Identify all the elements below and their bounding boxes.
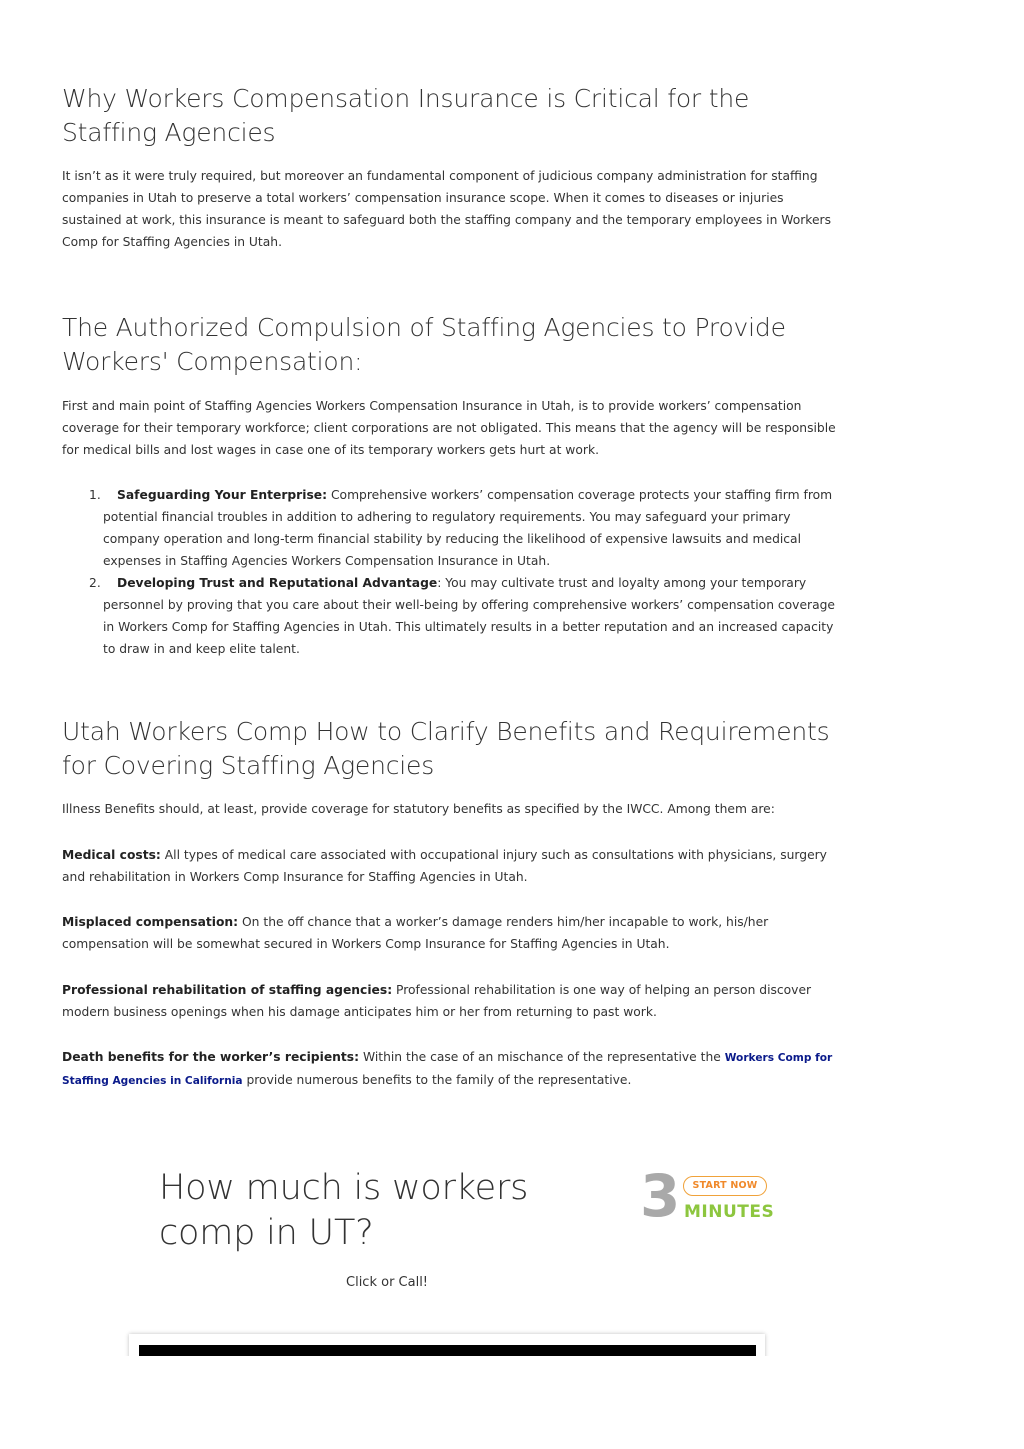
cta-subtext: Click or Call! (346, 1275, 429, 1290)
list-number: 2. (89, 576, 101, 590)
benefit-text: On the off chance that a worker’s damage renders him/her incapable to work, his/her compensation will be somewhat secured in Workers Comp Insurance for Staffing Agencies in Utah. (62, 915, 769, 951)
benefit-text: provide numerous benefits to the family of the representative. (242, 1073, 632, 1087)
benefit-title: Medical costs: (62, 848, 161, 862)
section-paragraph-why: It isn’t as it were truly required, but moreover an fundamental component of judicious company administration for staffing companies in Utah to preserve a total workers’ compensation insurance scope. When it comes to diseases or injuries sustained at work, this insurance is meant to safeguard both the staffing company and the temporary employees in Workers Comp for Staffing Agencies in Utah. (62, 169, 831, 249)
list-item-title: Developing Trust and Reputational Advantage (117, 576, 438, 590)
section-heading-benefits: Utah Workers Comp How to Clarify Benefits and Requirements for Covering Staffing Agencies (62, 717, 830, 780)
section-heading-compulsion: The Authorized Compulsion of Staffing Agencies to Provide Workers' Compensation: (62, 313, 786, 376)
section-heading-why: Why Workers Compensation Insurance is Critical for the Staffing Agencies (62, 84, 750, 147)
three-minutes-logo[interactable] (640, 1162, 775, 1230)
list-item (62, 484, 837, 572)
list-number: 1. (89, 488, 101, 502)
benefit-death-benefits (62, 1046, 837, 1092)
cta-heading: How much is workers comp in UT? (159, 1168, 529, 1253)
list-item-text: Comprehensive workers’ compensation coverage protects your staffing firm from potential financial troubles in addition to adhering to regulatory requirements. You may safeguard your primary company operation and long-term financial stability by reducing the likelihood of expensive lawsuits and medical expenses in Staffing Agencies Workers Compensation Insurance in Utah. (103, 488, 833, 568)
list-item (62, 572, 837, 660)
benefit-medical-costs (62, 844, 837, 888)
benefit-title: Death benefits for the worker’s recipients: (62, 1050, 360, 1064)
benefit-title: Professional rehabilitation of staffing agencies: (62, 983, 393, 997)
numbered-list (62, 484, 837, 660)
benefit-text: Within the case of an mischance of the representative the (359, 1050, 725, 1064)
benefit-professional-rehabilitation (62, 979, 837, 1023)
page-bottom-blank (0, 1356, 1024, 1449)
section-paragraph-compulsion: First and main point of Staffing Agencies Workers Compensation Insurance in Utah, is to provide workers’ compensation coverage for their temporary workforce; client corporations are not obligated. This means that the agency will be responsible for medical bills and lost wages in case one of its temporary workers gets hurt at work. (62, 399, 836, 457)
benefit-text: All types of medical care associated with occupational injury such as consultations with physicians, surgery and rehabilitation in Workers Comp Insurance for Staffing Agencies in Utah. (62, 848, 827, 884)
benefit-text: Professional rehabilitation is one way of helping an person discover modern business openings when his damage anticipates him or her from returning to past work. (62, 983, 812, 1019)
california-workers-comp-link[interactable]: Workers Comp for Staffing Agencies in California (62, 1052, 833, 1087)
start-now-button[interactable]: START NOW (683, 1176, 767, 1196)
benefit-misplaced-compensation (62, 911, 837, 955)
list-item-text: : You may cultivate trust and loyalty among your temporary personnel by proving that you care about their well-being by offering comprehensive workers’ compensation coverage in Workers Comp for Staffing Agencies in Utah. This ultimately results in a better reputation and an increased capacity to draw in and keep elite talent. (103, 576, 835, 656)
benefits-intro: Illness Benefits should, at least, provide coverage for statutory benefits as specified by the IWCC. Among them are: (62, 802, 775, 816)
list-item-title: Safeguarding Your Enterprise: (117, 488, 328, 502)
logo-number: 3 (640, 1162, 681, 1230)
benefit-title: Misplaced compensation: (62, 915, 239, 929)
logo-minutes-word: MINUTES (684, 1202, 775, 1222)
